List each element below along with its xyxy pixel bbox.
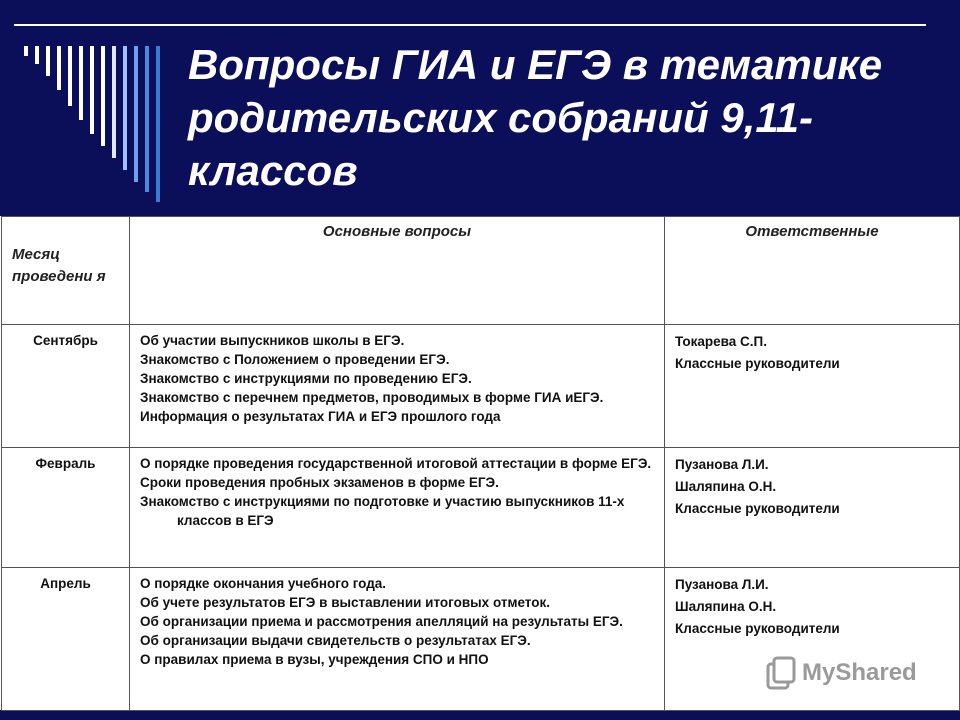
- responsible-person: Шаляпина О.Н.: [675, 479, 777, 494]
- table-header-row: [2, 217, 960, 325]
- stripe: [24, 46, 28, 56]
- stripe: [101, 46, 105, 146]
- responsible-person: Токарева С.П.: [675, 334, 767, 349]
- topics-cell: [130, 325, 665, 448]
- topic-item: Об организации выдачи свидетельств о результатах ЕГЭ.: [140, 633, 531, 648]
- stripe: [112, 46, 116, 158]
- watermark: [766, 656, 917, 690]
- topic-item: Об учете результатов ЕГЭ в выставлении итоговых отметок.: [140, 595, 550, 610]
- column-header-responsible: Ответственные: [665, 217, 960, 325]
- topics-cell: [130, 568, 665, 711]
- topic-item: Сроки проведения пробных экзаменов в форме ЕГЭ.: [140, 475, 499, 490]
- topic-item: Знакомство с инструкциями по подготовке и участию выпускников 11-х классов в ЕГЭ: [140, 494, 625, 528]
- stripe: [90, 46, 94, 134]
- stripe: [79, 46, 83, 120]
- topic-item: О порядке окончания учебного года.: [140, 576, 387, 591]
- myshared-logo-icon: [766, 656, 796, 690]
- stripe: [134, 46, 138, 182]
- topic-item: О правилах приема в вузы, учреждения СПО и НПО: [140, 652, 489, 667]
- month-cell: Апрель: [2, 568, 130, 711]
- topic-item: О порядке проведения государственной итоговой аттестации в форме ЕГЭ.: [140, 456, 652, 471]
- title-band: [0, 0, 960, 215]
- table-row: [2, 448, 960, 568]
- topics-cell: [130, 448, 665, 568]
- topic-item: Об организации приема и рассмотрения апелляций на результаты ЕГЭ.: [140, 614, 623, 629]
- month-cell: Февраль: [2, 448, 130, 568]
- slide-title: Вопросы ГИА и ЕГЭ в тематике родительских собраний 9,11- классов: [188, 41, 883, 194]
- month-cell: Сентябрь: [2, 325, 130, 448]
- responsible-person: Пузанова Л.И.: [675, 577, 769, 592]
- responsible-cell: [665, 448, 960, 568]
- decorative-stripes: [22, 46, 172, 206]
- column-header-topics: Основные вопросы: [130, 217, 665, 325]
- responsible-person: Классные руководители: [675, 356, 840, 371]
- responsible-person: Классные руководители: [675, 501, 840, 516]
- topic-item: Знакомство с Положением о проведении ЕГЭ.: [140, 352, 450, 367]
- stripe: [57, 46, 61, 90]
- schedule-table-panel: [0, 216, 960, 710]
- responsible-person: Пузанова Л.И.: [675, 457, 769, 472]
- topic-item: Знакомство с перечнем предметов, проводимых в форме ГИА иЕГЭ.: [140, 390, 604, 405]
- responsible-person: Шаляпина О.Н.: [675, 599, 777, 614]
- table-row: [2, 325, 960, 448]
- stripe: [35, 46, 39, 64]
- topic-item: Знакомство с инструкциями по проведению ЕГЭ.: [140, 371, 472, 386]
- stripe: [46, 46, 50, 76]
- column-header-month: Месяц проведени я: [2, 217, 130, 325]
- stripe: [145, 46, 149, 192]
- topic-item: Информация о результатах ГИА и ЕГЭ прошлого года: [140, 409, 501, 424]
- stripe: [68, 46, 72, 106]
- stripe: [123, 46, 127, 170]
- responsible-person: Классные руководители: [675, 621, 840, 636]
- stripe: [156, 46, 160, 202]
- topic-item: Об участии выпускников школы в ЕГЭ.: [140, 333, 405, 348]
- schedule-table: [1, 216, 960, 711]
- responsible-cell: [665, 325, 960, 448]
- watermark-text: MyShared: [802, 659, 917, 686]
